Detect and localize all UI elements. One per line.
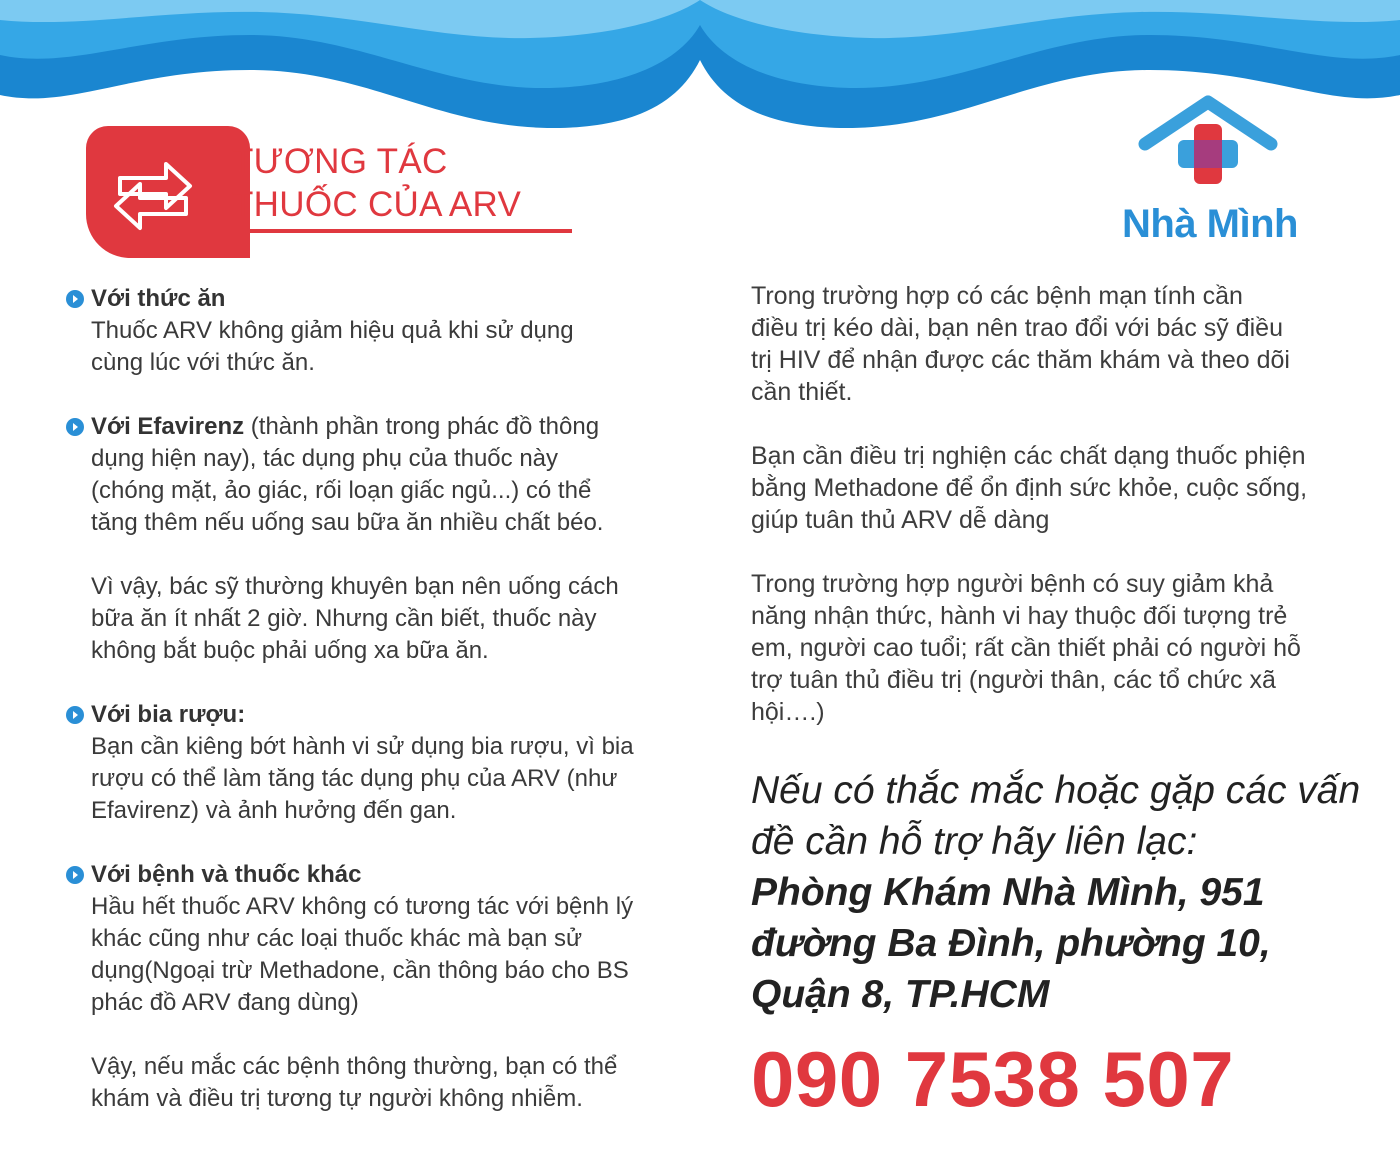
other-text: Hầu hết thuốc ARV không có tương tác với bệnh lý khác cũng như các loại thuốc khác mà bạn sử dụng(Ngoại trừ Methadone, cần thông báo cho BS phác đồ ARV đang dùng) — [91, 893, 634, 1016]
title-underline — [232, 229, 572, 233]
clinic-address-line-2: đường Ba Đình, phường 10, — [751, 922, 1271, 965]
contact-intro-line-1: Nếu có thắc mắc hoặc gặp các vấn — [751, 769, 1361, 812]
right-paragraph-3: Trong trường hợp người bệnh có suy giảm khả năng nhận thức, hành vi hay thuộc đối tượng trẻ em, người cao tuổi; rất cần thiết phải có người hỗ trợ tuân thủ điều trị (người thân, các tổ chức xã hội….) — [751, 570, 1301, 726]
swap-arrows-icon — [86, 126, 250, 258]
phone-number[interactable]: 090 7538 507 — [751, 1035, 1235, 1123]
title-line-2: THUỐC CỦA ARV — [232, 185, 522, 224]
contact-block — [751, 765, 1391, 1020]
section-alcohol — [66, 699, 676, 827]
title-line-1: TƯƠNG TÁC — [232, 142, 448, 181]
right-paragraph-1: Trong trường hợp có các bệnh mạn tính cần điều trị kéo dài, bạn nên trao đổi với bác sỹ điều trị HIV để nhận được các thăm khám và theo dõi cần thiết. — [751, 282, 1290, 406]
play-circle-bullet-icon — [66, 866, 84, 884]
efavirenz-text: (thành phần trong phác đồ thông dụng hiện nay), tác dụng phụ của thuốc này (chóng mặt, ảo giác, rối loạn giấc ngủ...) có thể tăng thêm nếu uống sau bữa ăn nhiều chất béo. — [91, 413, 604, 536]
page-title — [232, 140, 521, 226]
alcohol-text: Bạn cần kiêng bớt hành vi sử dụng bia rượu, vì bia rượu có thể làm tăng tác dụng phụ của ARV (như Efavirenz) và ảnh hưởng đến gan. — [91, 733, 634, 824]
food-heading: Với thức ăn — [91, 285, 226, 312]
alcohol-heading: Với bia rượu: — [91, 701, 246, 728]
left-column — [66, 283, 676, 1115]
play-circle-bullet-icon — [66, 290, 84, 308]
other-text-2: Vậy, nếu mắc các bệnh thông thường, bạn có thể khám và điều trị tương tự người không nhiễm. — [91, 1053, 618, 1112]
logo-wordmark: Nhà Mình — [1122, 202, 1298, 246]
play-circle-bullet-icon — [66, 418, 84, 436]
right-column — [751, 280, 1331, 728]
other-heading: Với bệnh và thuốc khác — [91, 861, 362, 888]
section-efavirenz — [66, 411, 676, 539]
food-text: Thuốc ARV không giảm hiệu quả khi sử dụng cùng lúc với thức ăn. — [91, 317, 574, 376]
clinic-address-line-3: Quận 8, TP.HCM — [751, 973, 1050, 1016]
section-food — [66, 283, 676, 379]
efavirenz-text-2: Vì vậy, bác sỹ thường khuyên bạn nên uống cách bữa ăn ít nhất 2 giờ. Nhưng cần biết, thuốc này không bắt buộc phải uống xa bữa ăn. — [91, 573, 619, 664]
efavirenz-heading: Với Efavirenz — [91, 413, 245, 440]
play-circle-bullet-icon — [66, 706, 84, 724]
contact-intro-line-2: đề cần hỗ trợ hãy liên lạc: — [751, 820, 1198, 863]
right-paragraph-2: Bạn cần điều trị nghiện các chất dạng thuốc phiện bằng Methadone để ổn định sức khỏe, cuộc sống, giúp tuân thủ ARV dễ dàng — [751, 442, 1308, 534]
section-other — [66, 859, 676, 1019]
clinic-address-line-1: Phòng Khám Nhà Mình, 951 — [751, 871, 1265, 914]
